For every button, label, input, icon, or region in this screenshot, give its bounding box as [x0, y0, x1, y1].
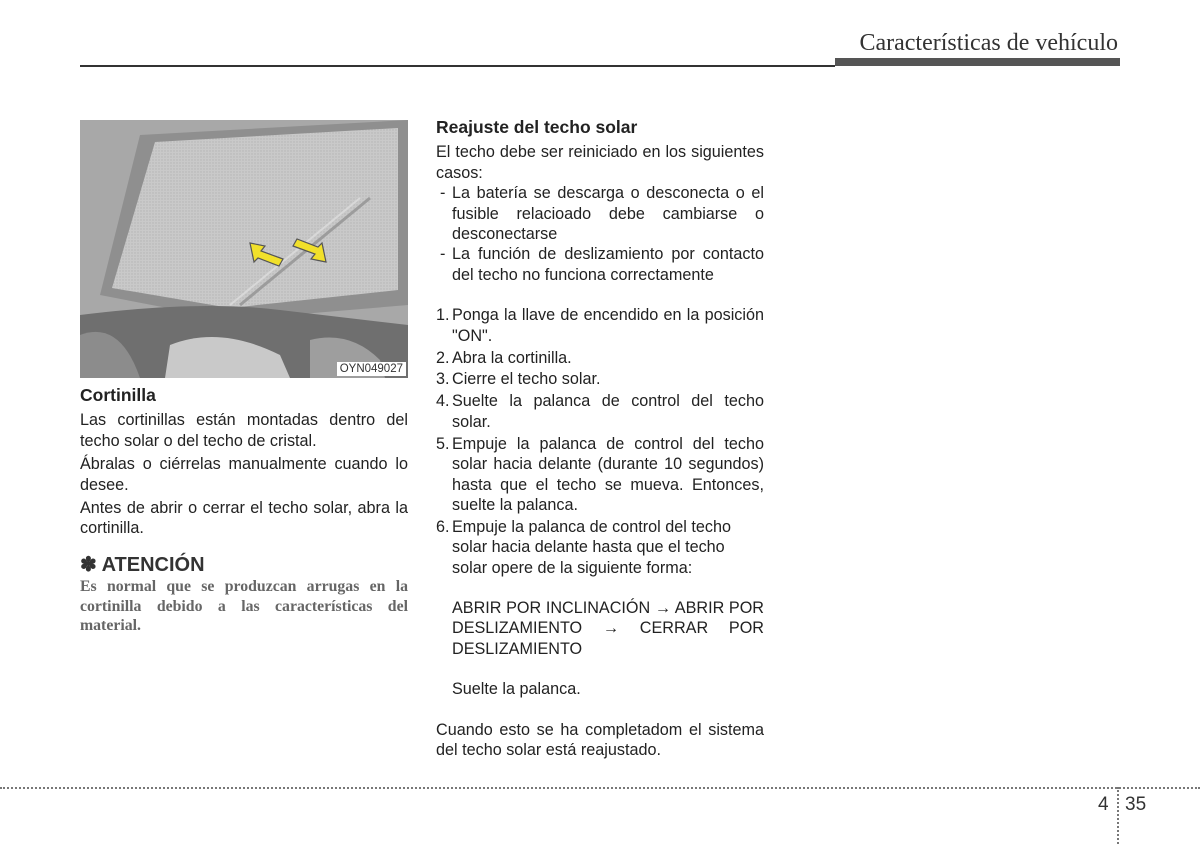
footer-page-separator: [1117, 787, 1119, 844]
image-code-label: OYN049027: [337, 362, 406, 376]
header-rule-accent: [835, 58, 1120, 66]
paragraph: Las cortinillas están montadas dentro del techo solar o del techo de cristal.: [80, 411, 408, 450]
closing-paragraph: Cuando esto se ha completadom el sistema del techo solar está reajustado.: [436, 720, 764, 760]
paragraph: Antes de abrir o cerrar el techo solar, abra la cortinilla.: [80, 499, 408, 538]
case-item: - La batería se descarga o desconecta o el fusible relacioado debe cambiarse o desconectarse: [440, 184, 764, 244]
section-heading-reajuste: Reajuste del techo solar: [436, 117, 638, 137]
sunroof-illustration: [80, 120, 408, 378]
sunroof-photo: [80, 120, 408, 378]
step-item: 5. Empuje la palanca de control del techo solar hacia delante (durante 10 segundos) hasta que el techo se mueva. Entonces, suelte la palanca.: [436, 434, 764, 514]
page-number: 35: [1125, 794, 1147, 815]
intro-paragraph: El techo debe ser reiniciado en los siguientes casos:: [436, 143, 764, 182]
chapter-number: 4: [1098, 794, 1109, 815]
step-item: 2. Abra la cortinilla.: [436, 348, 572, 367]
caution-title: ✽ ATENCIÓN: [80, 553, 205, 576]
step-item: 1. Ponga la llave de encendido en la posición "ON".: [436, 306, 764, 345]
release-instruction: Suelte la palanca.: [452, 680, 581, 699]
step-item: 3. Cierre el techo solar.: [436, 370, 601, 389]
step-item: 6. Empuje la palanca de control del techo solar hacia delante hasta que el techo solar opere de la siguiente forma:: [436, 517, 731, 577]
operation-sequence: ABRIR POR INCLINACIÓN → ABRIR POR DESLIZAMIENTO → CERRAR POR DESLIZAMIENTO: [452, 599, 764, 658]
case-item: - La función de deslizamiento por contacto del techo no funciona correctamente: [440, 245, 764, 284]
step-item: 4. Suelte la palanca de control del techo solar.: [436, 392, 764, 431]
paragraph: Ábralas o ciérrelas manualmente cuando lo desee.: [80, 455, 408, 494]
caution-text: Es normal que se produzcan arrugas en la cortinilla debido a las características del material.: [80, 578, 408, 635]
left-column: [80, 385, 408, 636]
section-heading-cortinilla: Cortinilla: [80, 385, 156, 405]
header-rule: [80, 65, 835, 67]
footer-divider: [0, 787, 1200, 789]
right-column: [436, 117, 764, 760]
page-header-title: Características de vehículo: [859, 30, 1118, 56]
